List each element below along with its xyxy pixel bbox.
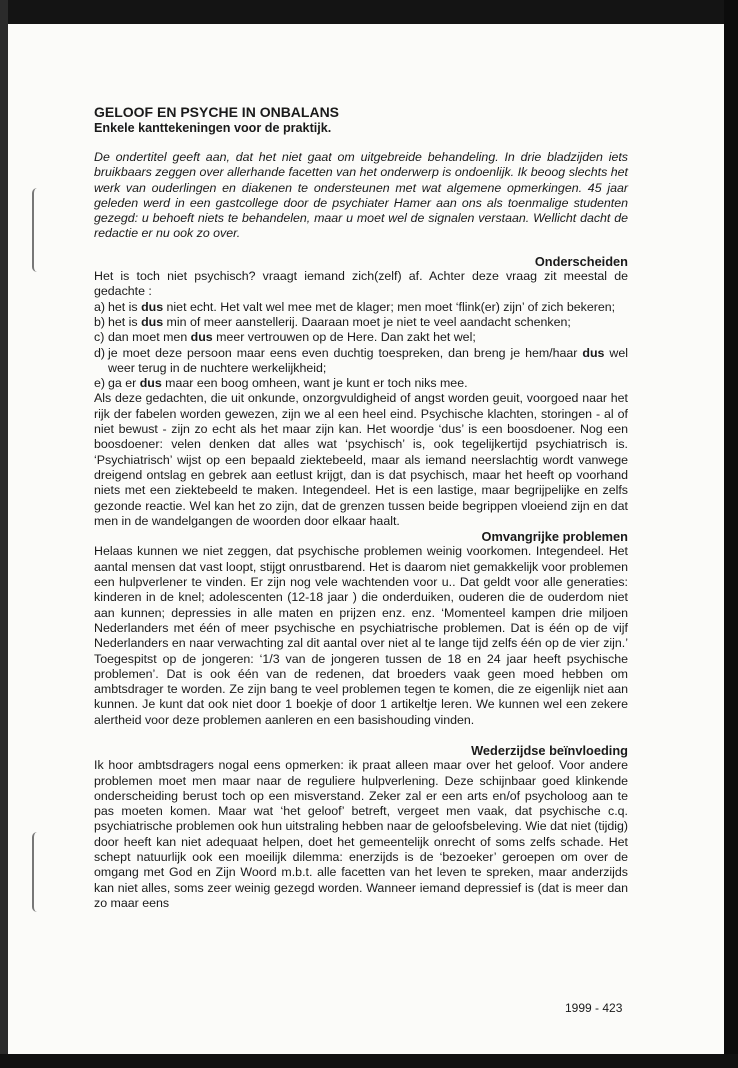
section3-body: Ik hoor ambtsdragers nogal eens opmerken: ik praat alleen maar over het geloof. Voor andere problemen moet men maar naar de reguliere hulpverlening. Deze schijnbaar goed klinkende onderscheiding berust toch op een misverstand. Zeker zal er een arts en/of psycholoog aan te pas moeten komen. Maar wat ‘het geloof’ betreft, vergeet men vaak, dat psychische c.q. psychiatrische problemen ook hun uitstraling hebben naar de geloofsbeleving. Wie dat niet (tijdig) door heeft kan niet adequaat helpen, doet het gemeentelijk onrecht of soms zelfs schade. Het schept natuurlijk ook een moeilijk dilemma: enerzijds is de ‘bezoeker’ geroepen om over de omgang met God en Zijn Woord m.b.t. alle facetten van het leven te spreken, maar anderzijds kan niet alles, soms zeer weinig gezegd worden. Wanneer iemand depressief is (dat is meer dan zo maar eens — [94, 758, 628, 910]
list-item-label: a) — [94, 299, 106, 314]
scan-border-top — [0, 0, 738, 24]
list-item-text: maar een boog omheen, want je kunt er toch niks mee. — [161, 376, 468, 391]
list-item-emphasis: dus — [190, 330, 213, 345]
list-item — [94, 346, 628, 377]
scan-border-bottom — [0, 1054, 738, 1068]
section2-body: Helaas kunnen we niet zeggen, dat psychische problemen weinig voorkomen. Integendeel. Het aantal mensen dat vast loopt, stijgt onrustbarend. Het is daarom niet gemakkelijk voor problemen een hulpverlener te vinden. Er zijn nog vele wachtenden voor u.. Dat geldt voor alle generaties: kinderen in de knel; adolescenten (12-18 jaar ) die onderduiken, ouderen die de ouderdom niet aan kunnen; depressies in alle maten en prijzen enz. enz. ‘Momenteel kampen drie miljoen Nederlanders met één of meer psychische en psychiatrische problemen. Dat is één op de vijf Nederlanders en naar verwachting zal dit aantal over niet al te lange tijd zelfs één op de vier zijn.’ Toegespitst op de jongeren: ‘1/3 van de jongeren tussen de 18 en 24 jaar heeft psychische problemen’. Dat is ook één van de redenen, dat broeders vaak geen moed hebben om ambtsdrager te worden. Ze zijn bang te veel problemen tegen te komen, die ze eigenlijk niet aan kunnen. Je kunt dat ook niet door 1 boekje of door 1 artikeltje leren. We kunnen wel een zekere alertheid voor deze problemen aanleren en een basishouding vinden. — [94, 544, 628, 727]
list-item-text: min of meer aanstellerij. Daaraan moet je niet te veel aandacht schenken; — [163, 314, 571, 329]
section-heading-onderscheiden: Onderscheiden — [534, 253, 628, 269]
list-item-emphasis: dus — [141, 299, 164, 314]
list-item-label: c) — [94, 330, 105, 345]
list-item-text: meer vertrouwen op de Here. Dan zakt het wel; — [212, 330, 476, 345]
list-item — [94, 300, 628, 315]
article-subtitle: Enkele kanttekeningen voor de praktijk. — [94, 121, 332, 135]
section1-lead: Het is toch niet psychisch? vraagt iemand zich(zelf) af. Achter deze vraag zit meestal de gedachte : — [94, 269, 628, 299]
scan-border-left — [0, 0, 8, 1068]
list-item-emphasis: dus — [139, 376, 162, 391]
staple-mark-top — [32, 188, 42, 272]
list-item-text: niet echt. Het valt wel mee met de klager; men moet ‘flink(er) zijn’ of zich bekeren; — [163, 299, 616, 314]
list-item-text: dan moet men — [108, 330, 191, 345]
article-title: GELOOF EN PSYCHE IN ONBALANS — [94, 104, 340, 120]
article — [94, 104, 628, 911]
list-item — [94, 315, 628, 330]
page-number: 1999 - 423 — [565, 1001, 623, 1015]
staple-mark-bottom — [32, 832, 42, 912]
section1-list — [94, 300, 628, 392]
section-heading-wederzijdse-beinvloeding: Wederzijdse beïnvloeding — [471, 742, 628, 758]
list-item-text: het is — [108, 299, 142, 314]
section1-body: Als deze gedachten, die uit onkunde, onzorgvuldigheid of angst worden geuit, voorgoed naar het rijk der fabelen worden gewezen, zijn we al een heel eind. Psychische klachten, storingen - al of niet bewust - zijn zo echt als het maar zijn kan. Het woordje ‘dus’ is een boosdoener. Nog een boosdoener: velen denken dat alles wat ‘psychisch’ is, ook tegelijkertijd psychiatrisch is. ‘Psychiatrisch’ wijst op een bepaald ziektebeeld, maar als iemand neerslachtig wordt vanwege dreigend ontslag en gebrek aan eetlust krijgt, dan is dat psychisch, maar het heeft op voorhand niets met een ziektebeeld te maken. Integendeel. Het is een lastige, maar begrijpelijke en zelfs gezonde reactie. Wel kan het zo zijn, dat de grenzen tussen beide begrippen vloeiend zijn en dat men in de wandelgangen de woorden door elkaar haalt. — [94, 391, 628, 528]
scan-border-right — [724, 0, 738, 1068]
list-item — [94, 376, 628, 391]
list-item-text: ga er — [108, 376, 140, 391]
list-item-emphasis: dus — [582, 345, 605, 360]
list-item-label: e) — [94, 376, 106, 391]
list-item-emphasis: dus — [141, 314, 164, 329]
list-item — [94, 330, 628, 345]
list-item-text: je moet deze persoon maar eens even duchtig toespreken, dan breng je hem/haar — [108, 345, 583, 360]
list-item-label: d) — [94, 345, 106, 360]
list-item-text: wel weer terug in de nuchtere werkelijkheid; — [108, 345, 628, 375]
article-intro: De ondertitel geeft aan, dat het niet gaat om uitgebreide behandeling. In drie bladzijden iets bruikbaars zeggen over allerhande facetten van het onderwerp is ondoenlijk. Ik beoog slechts het werk van ouderlingen en diakenen te ondersteunen met wat algemene opmerkingen. 45 jaar geleden werd in een gastcollege door de psychiater Hamer aan ons als toenmalige studenten gezegd: u behoeft niets te behandelen, maar u moet wel de signalen verstaan. Wellicht dacht de redactie er nu ook zo over. — [94, 150, 628, 241]
list-item-label: b) — [94, 314, 106, 329]
list-item-text: het is — [108, 314, 142, 329]
section-heading-omvangrijke-problemen: Omvangrijke problemen — [481, 529, 628, 545]
